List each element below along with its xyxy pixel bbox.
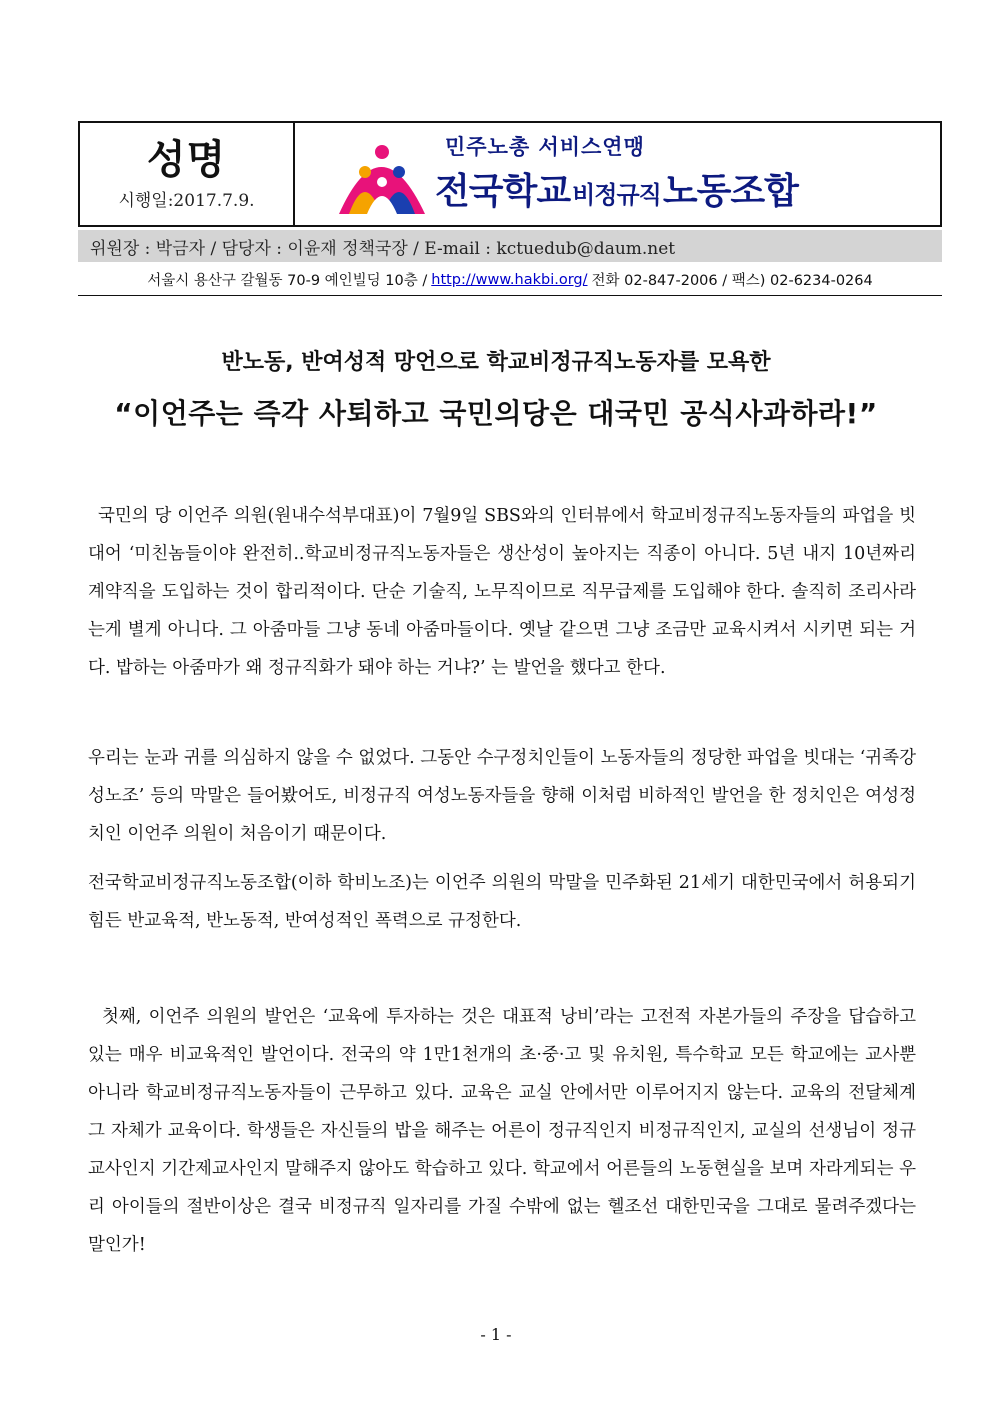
doc-type-title: 성명: [146, 136, 227, 183]
doc-type-cell: [80, 123, 295, 225]
union-name: [435, 135, 798, 214]
address-text: 서울시 용산구 갈월동 70-9 예인빌딩 10층 /: [147, 273, 428, 289]
body-paragraph-2: 우리는 눈과 귀를 의심하지 않을 수 없었다. 그동안 수구정치인들이 노동자들의 정당한 파업을 빗대는 ‘귀족강성노조’ 등의 막말은 들어봤어도, 비정규직 여성노동자들을 향해 이처럼 비하적인 발언을 한 정치인은 여성정치인 이언주 의원이 처음이기 때문이다.: [88, 748, 916, 844]
federation-name: 민주노총 서비스연맹: [445, 134, 645, 159]
union-emblem-icon: [335, 130, 429, 218]
union-name-part-2: 비정규직: [572, 180, 661, 209]
issue-date: 시행일:2017.7.9.: [118, 190, 255, 211]
union-name-part-3: 노동조합: [662, 170, 798, 212]
page-number: - 1 -: [480, 1325, 512, 1344]
body-paragraph-1: 국민의 당 이언주 의원(원내수석부대표)이 7월9일 SBS와의 인터뷰에서 학교비정규직노동자들의 파업을 빗대어 ‘미친놈들이야 완전히..학교비정규직노동자들은 생산성이 높아지는 직종이 아니다. 5년 내지 10년짜리 계약직을 도입하는 것이 합리적이다. 단순 기술직, 노무직이므로 직무급제를 도입해야 한다. 솔직히 조리사라는게 별게 아니다. 그 아줌마들 그냥 동네 아줌마들이다. 옛날 같으면 그냥 조금만 교육시켜서 시키면 되는 거다. 밥하는 아줌마가 왜 정규직화가 돼야 하는 거냐?’ 는 발언을 했다고 한다.: [88, 506, 916, 678]
website-link[interactable]: http://www.hakbi.org/: [431, 271, 588, 288]
body-paragraph-3: 전국학교비정규직노동조합(이하 학비노조)는 이언주 의원의 막말을 민주화된 21세기 대한민국에서 허용되기 힘든 반교육적, 반노동적, 반여성적인 폭력으로 규정한다.: [88, 873, 916, 931]
body-paragraph-4: 첫째, 이언주 의원의 발언은 ‘교육에 투자하는 것은 대표적 낭비’라는 고전적 자본가들의 주장을 답습하고 있는 매우 비교육적인 발언이다. 전국의 약 1만1천개의 초·중·고 및 유치원, 특수학교 모든 학교에는 교사뿐 아니라 학교비정규직노동자들이 근무하고 있다. 교육은 교실 안에서만 이루어지지 않는다. 교육의 전달체계 그 자체가 교육이다. 학생들은 자신들의 밥을 해주는 어른이 정규직인지 비정규직인지, 교실의 선생님이 정규교사인지 기간제교사인지 말해주지 않아도 학습하고 있다. 학교에서 어른들의 노동현실을 보며 자라게되는 우리 아이들의 절반이상은 결국 비정규직 일자리를 가질 수밖에 없는 헬조선 대한민국을 그대로 물려주겠다는 말인가!: [88, 1007, 916, 1255]
statement-title: “이언주는 즉각 사퇴하고 국민의당은 대국민 공식사과하라!”: [114, 397, 878, 430]
union-name-part-1: 전국학교: [435, 170, 571, 212]
union-logo: [295, 123, 940, 225]
header-box: [78, 121, 942, 227]
contact-bar: 위원장 : 박금자 / 담당자 : 이윤재 정책국장 / E-mail : kctuedub@daum.net: [78, 230, 942, 262]
address-line: [78, 264, 942, 296]
union-full-name: [435, 163, 798, 214]
phone-fax-text: 전화 02-847-2006 / 팩스) 02-6234-0264: [591, 273, 873, 289]
statement-subtitle: 반노동, 반여성적 망언으로 학교비정규직노동자를 모욕한: [221, 350, 771, 375]
